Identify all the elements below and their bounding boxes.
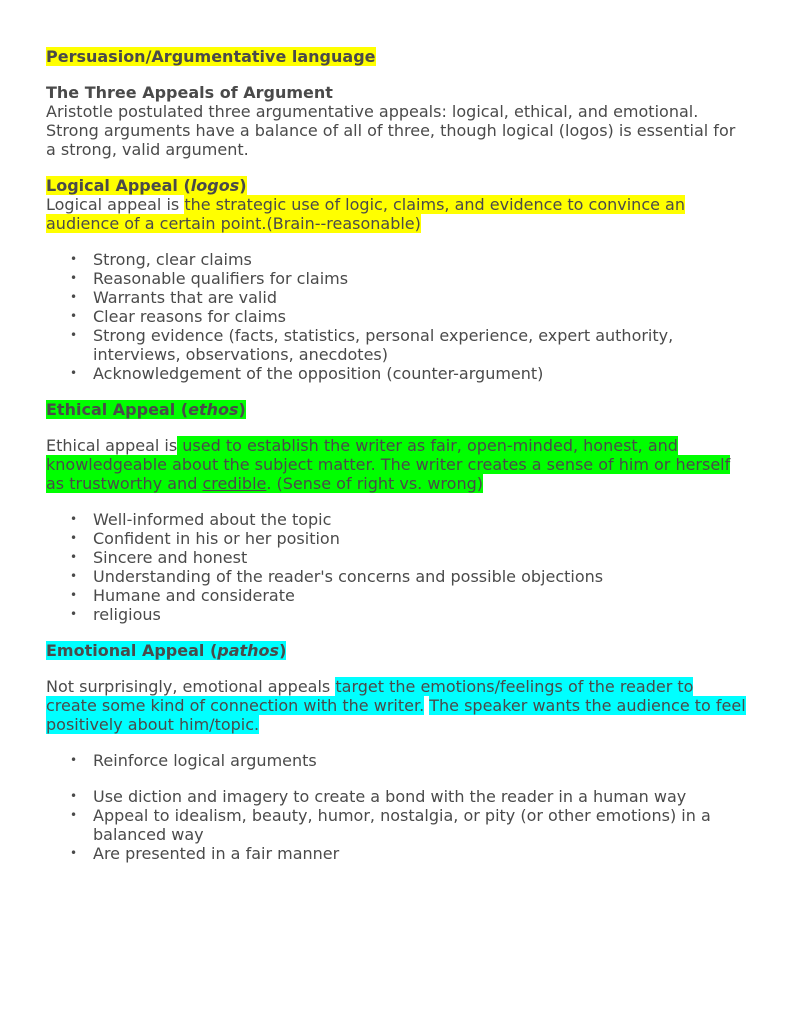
emotional-definition (46, 677, 746, 734)
list-item: • Reasonable qualifiers for claims (46, 269, 746, 288)
logical-list (46, 250, 746, 383)
emotional-heading-term: pathos (217, 641, 280, 660)
logical-heading-prefix: Logical Appeal ( (46, 176, 191, 195)
logical-def-lead: Logical appeal is (46, 195, 185, 214)
ethical-def-highlight-b: . (Sense of right vs. wrong) (266, 474, 483, 493)
ethical-definition (46, 436, 746, 493)
list-item: • Appeal to idealism, beauty, humor, nostalgia, or pity (or other emotions) in a balanced way (46, 806, 746, 844)
logical-def-highlight: the strategic use of logic, claims, and evidence to convince an audience of a certain point.(Brain--reasonable) (46, 195, 685, 233)
document-page (46, 47, 746, 863)
ethical-def-highlight-a: used to establish the writer as fair, open-minded, honest, and knowledgeable about the subject matter. The writer creates a sense of him or herself as trustworthy and (46, 436, 731, 493)
list-item: • Humane and considerate (46, 586, 746, 605)
emotional-def-highlight-b: The speaker wants the audience to feel positively about him/topic. (46, 696, 746, 734)
list-item: • Reinforce logical arguments (46, 751, 746, 770)
list-item: • Sincere and honest (46, 548, 746, 567)
list-item: • Strong evidence (facts, statistics, personal experience, expert authority, interviews, observations, anecdotes) (46, 326, 746, 364)
title-text: Persuasion/Argumentative language (46, 47, 376, 66)
list-item: • Are presented in a fair manner (46, 844, 746, 863)
emotional-heading-suffix: ) (279, 641, 287, 660)
list-item: • Well-informed about the topic (46, 510, 746, 529)
emotional-heading (46, 641, 746, 660)
emotional-def-lead: Not surprisingly, emotional appeals (46, 677, 336, 696)
logical-heading (46, 176, 746, 195)
ethical-heading-term: ethos (188, 400, 239, 419)
emotional-list-first (46, 751, 746, 770)
emotional-heading-prefix: Emotional Appeal ( (46, 641, 218, 660)
appeals-heading: The Three Appeals of Argument (46, 83, 333, 102)
list-item: • Understanding of the reader's concerns and possible objections (46, 567, 746, 586)
logical-definition (46, 195, 746, 233)
ethical-heading-suffix: ) (238, 400, 246, 419)
list-item: • Acknowledgement of the opposition (counter-argument) (46, 364, 746, 383)
list-item: • Strong, clear claims (46, 250, 746, 269)
ethical-def-lead: Ethical appeal is (46, 436, 178, 455)
ethical-def-credible: credible (202, 474, 267, 493)
list-item: • religious (46, 605, 746, 624)
logical-heading-suffix: ) (239, 176, 247, 195)
emotional-def-highlight-a: target the emotions/feelings of the reader to create some kind of connection with the writer. (46, 677, 694, 715)
ethical-heading-prefix: Ethical Appeal ( (46, 400, 189, 419)
list-item: • Clear reasons for claims (46, 307, 746, 326)
list-item: • Use diction and imagery to create a bond with the reader in a human way (46, 787, 746, 806)
list-item: • Confident in his or her position (46, 529, 746, 548)
list-item: • Warrants that are valid (46, 288, 746, 307)
document-title (46, 47, 746, 66)
logical-heading-term: logos (190, 176, 240, 195)
ethical-heading (46, 400, 746, 419)
emotional-list (46, 787, 746, 863)
ethical-list (46, 510, 746, 624)
intro-paragraph: Aristotle postulated three argumentative appeals: logical, ethical, and emotional. Strong arguments have a balance of all of three, though logical (logos) is essential for a strong, valid argument. (46, 102, 736, 159)
